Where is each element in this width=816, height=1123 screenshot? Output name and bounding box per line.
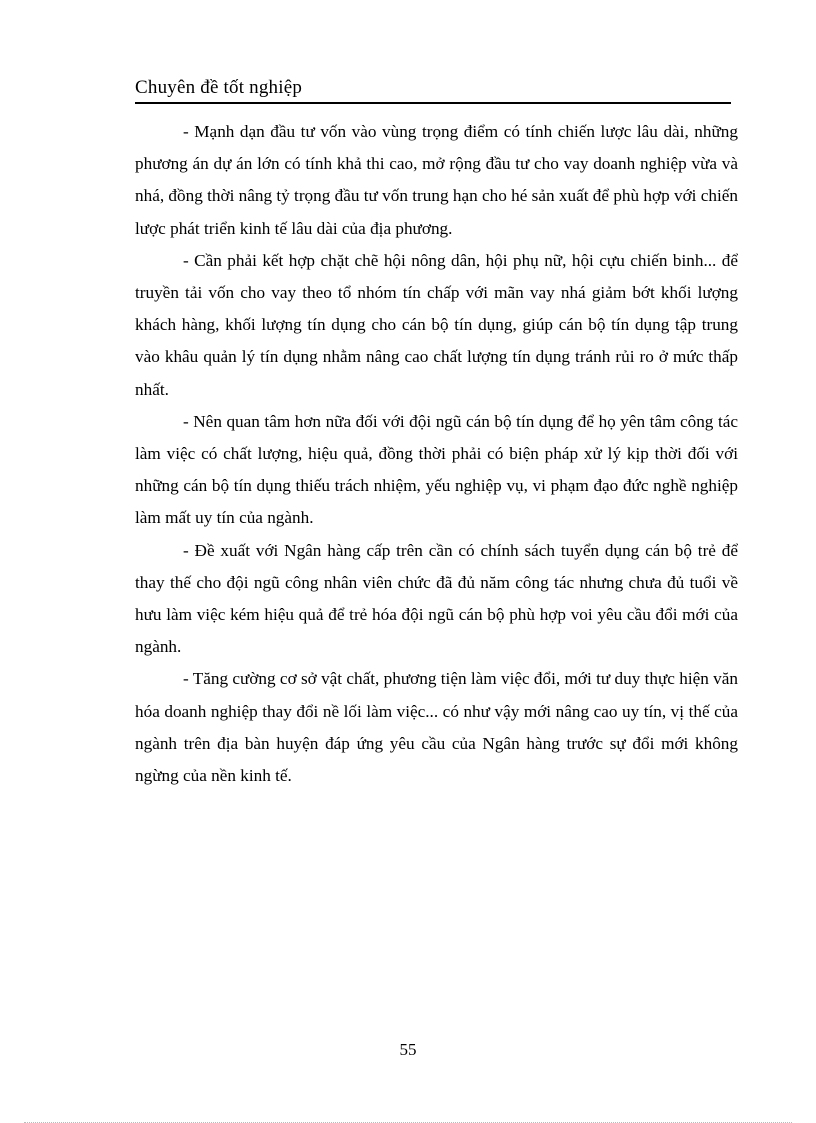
page-number: 55 [399,1040,417,1059]
paragraph: - Cần phải kết hợp chặt chẽ hội nông dân, hội phụ nữ, hội cựu chiến binh... để truyền tải vốn cho vay theo tổ nhóm tín chấp với mãn vay nhá giảm bớt khối lượng khách hàng, khối lượng tín dụng cho cán bộ tín dụng, giúp cán bộ tín dụng tập trung vào khâu quản lý tín dụng nhằm nâng cao chất lượng tín dụng tránh rủi ro ở mức thấp nhất. [135,250,738,399]
header-title: Chuyên đề tốt nghiệp [135,77,303,98]
body-text [135,116,738,792]
paragraph: - Đề xuất với Ngân hàng cấp trên cần có chính sách tuyển dụng cán bộ trẻ để thay thế cho đội ngũ công nhân viên chức đã đủ năm công tác nhưng chưa đủ tuổi về hưu làm việc kém hiệu quả để trẻ hóa đội ngũ cán bộ phù hợp voi yêu cầu đổi mới của ngành. [135,540,738,657]
paragraph: - Nên quan tâm hơn nữa đối với đội ngũ cán bộ tín dụng để họ yên tâm công tác làm việc có chất lượng, hiệu quả, đồng thời phải có biện pháp xử lý kịp thời đối với những cán bộ tín dụng thiếu trách nhiệm, yếu nghiệp vụ, vi phạm đạo đức nghề nghiệp làm mất uy tín của ngành. [135,411,738,528]
paragraph: - Mạnh dạn đầu tư vốn vào vùng trọng điểm có tính chiến lược lâu dài, những phương án dự án lớn có tính khả thi cao, mở rộng đầu tư cho vay doanh nghiệp vừa và nhá, đồng thời nâng tỷ trọng đầu tư vốn trung hạn cho hé sản xuất để phù hợp với chiến lược phát triển kinh tế lâu dài của địa phương. [135,122,738,238]
paragraph: - Tăng cường cơ sở vật chất, phương tiện làm việc đổi, mới tư duy thực hiện văn hóa doanh nghiệp thay đổi nề lối làm việc... có như vậy mới nâng cao uy tín, vị thế của ngành trên địa bàn huyện đáp ứng yêu cầu của Ngân hàng trước sự đổi mới không ngừng của nền kinh tế. [135,669,738,786]
page-header [135,76,731,104]
